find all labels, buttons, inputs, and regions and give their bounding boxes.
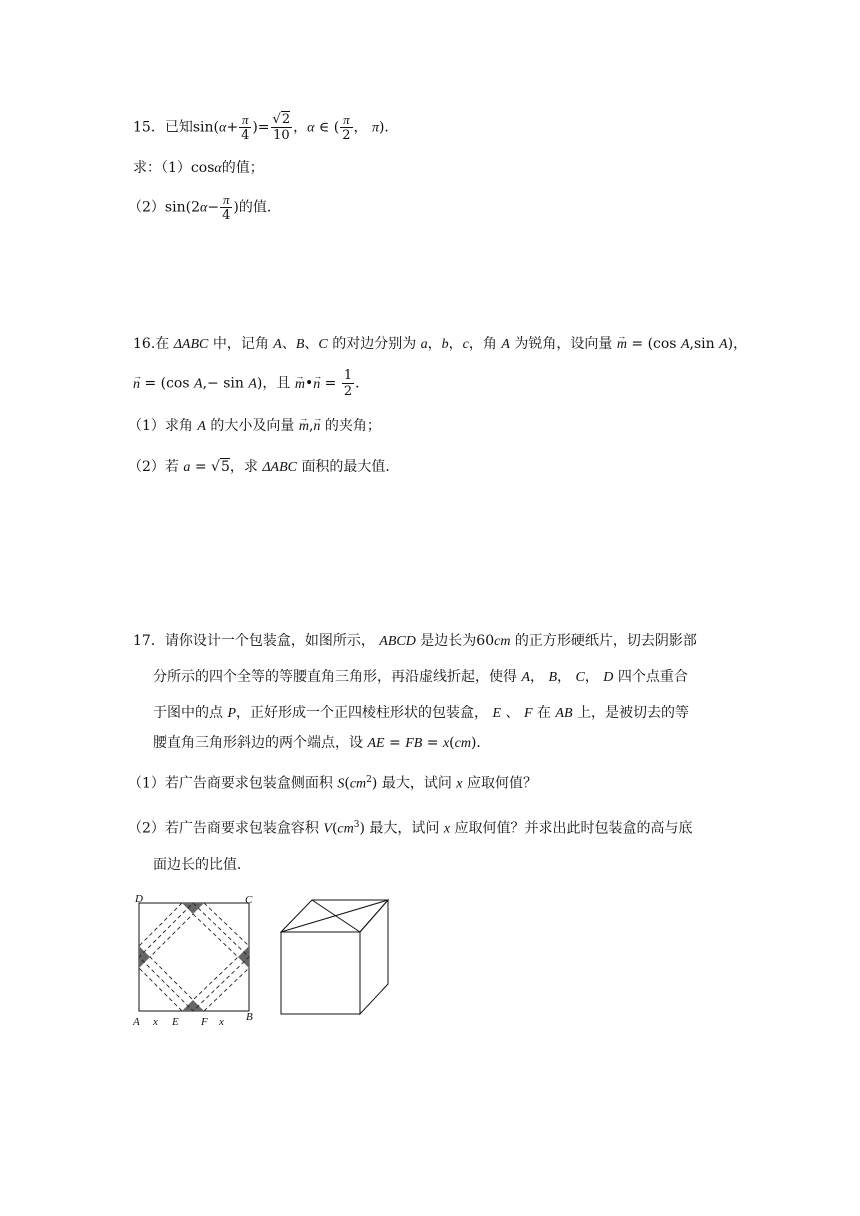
q16-text: （1）求角 xyxy=(128,418,193,434)
q16-text: （2）若 xyxy=(128,459,179,475)
q16-line2: → n = (cos A,− sin A)，且 → m•→ n = $\frac{1}{2}$ ． xyxy=(133,368,369,399)
q15-line2: 求：（1）cosα的值； xyxy=(133,160,264,176)
q15-line3: （2）sin(2α− $\frac{\pi}{4}$ )的值． xyxy=(128,192,281,223)
frac-pi-4b: $\frac{\pi}{4}$ xyxy=(222,192,231,223)
label-C: C xyxy=(245,894,253,906)
q16-text: 的对边分别为 xyxy=(332,336,417,352)
q17-text: 四个点重合 xyxy=(617,669,688,685)
q17-text: ，正好形成一个正四棱柱形状的包装盒， xyxy=(236,705,489,721)
label-D: D xyxy=(135,893,143,905)
q15-part2-prefix: （2） xyxy=(128,199,165,216)
frac-sqrt2-10: $\frac{√2}{10}$ xyxy=(272,112,291,143)
q17-number: 17． xyxy=(133,633,165,649)
q15-given: 已知 xyxy=(164,119,193,136)
label-F: F xyxy=(201,1016,208,1028)
frac-pi-2: $\frac{\pi}{2}$ xyxy=(342,112,351,143)
q15-number: 15． xyxy=(133,119,165,136)
q16-part2: （2）若 a = √5，求 ΔABC 面积的最大值． xyxy=(128,459,400,475)
q17-line3: 于图中的点 P，正好形成一个正四棱柱形状的包装盒， E 、 F 在 AB 上，是被切去的等 xyxy=(153,705,689,721)
figure-box-prism xyxy=(276,894,392,1020)
q17-line1: 17．请你设计一个包装盒，如图所示， ABCD 是边长为60cm 的正方形硬纸片，切去阴影部 xyxy=(133,633,697,649)
q17-text: （2）若广告商要求包装盒容积 xyxy=(128,820,319,837)
q17-text: 于图中的点 xyxy=(153,705,223,721)
q16-text: 为锐角，设向量 xyxy=(514,336,613,352)
q17-line2: 分所示的四个全等的等腰直角三角形，再沿虚线折起，使得 A， B， C， D 四个点重合 xyxy=(153,669,688,685)
frac-1-2: $\frac{1}{2}$ xyxy=(343,368,353,399)
q16-text: 面积的最大值． xyxy=(301,459,400,475)
q16-text: 在 xyxy=(155,336,170,352)
q17-text: 在 xyxy=(536,705,551,721)
q16-text: ，求 xyxy=(229,459,258,475)
q15-ask1-tail: 的值； xyxy=(221,160,264,176)
q17-text: 分所示的四个全等的等腰直角三角形，再沿虚线折起，使得 xyxy=(153,669,517,685)
q15-line1: 15．已知sin(α+ $\frac{\pi}{4}$ )= $\frac{√2}{10}$ ，α ∈ ( $\frac{\pi}{2}$ ， π)． xyxy=(133,112,399,143)
q17-text: 的正方形硬纸片，切去阴影部 xyxy=(514,633,697,649)
q17-line4: 腰直角三角形斜边的两个端点，设 AE = FB = x(cm)． xyxy=(153,735,491,751)
figure-square-net xyxy=(128,890,268,1030)
q16-part1: （1）求角 A 的大小及向量 → m,→ n 的夹角； xyxy=(128,416,381,437)
label-E: E xyxy=(172,1016,179,1028)
q17-text: 上，是被切去的等 xyxy=(576,705,689,721)
q17-text: 应取何值？并求出此时包装盒的高与底 xyxy=(454,820,693,837)
q16-line1: 16.在 ΔABC 中，记角 A、B、C 的对边分别为 a，b，c，角 A 为锐角，设向量 → m = (cos A,sin A)， xyxy=(133,334,747,355)
q17-part1: （1）若广告商要求包装盒侧面积 $S(cm^2)$ 最大，试问 x 应取何值？ xyxy=(128,775,537,792)
q16-text: 中，记角 xyxy=(212,336,269,352)
label-x-right: x xyxy=(219,1016,224,1028)
q17-part2: （2）若广告商要求包装盒容积 $V(cm^3)$ 最大，试问 x 应取何值？并求出此时包装盒的高与底 xyxy=(128,820,693,837)
label-B: B xyxy=(246,1011,253,1023)
q16-text: ，且 xyxy=(262,375,291,392)
q17-text: 面边长的比值． xyxy=(153,857,251,873)
q15-ask: 求：（1） xyxy=(133,160,191,176)
label-A: A xyxy=(133,1016,140,1028)
label-x-left: x xyxy=(153,1016,158,1028)
frac-pi-4: $\frac{\pi}{4}$ xyxy=(241,112,250,143)
q17-text: （1）若广告商要求包装盒侧面积 xyxy=(128,775,333,792)
q17-text: 请你设计一个包装盒，如图所示， xyxy=(164,633,375,649)
q16-number: 16. xyxy=(133,336,156,352)
q15-part2-tail: 的值． xyxy=(238,199,281,216)
q17-text: 腰直角三角形斜边的两个端点，设 xyxy=(153,735,363,751)
q17-part2-cont xyxy=(153,855,251,875)
q17-text: 是边长为 xyxy=(420,633,477,649)
q17-text: 最大，试问 xyxy=(381,775,452,792)
q16-text: 的大小及向量 xyxy=(210,418,295,434)
q16-text: 的夹角； xyxy=(324,418,381,434)
q17-text: 应取何值？ xyxy=(466,775,537,792)
q17-text: 最大，试问 xyxy=(369,820,440,837)
q16-text: ，角 xyxy=(468,336,497,352)
